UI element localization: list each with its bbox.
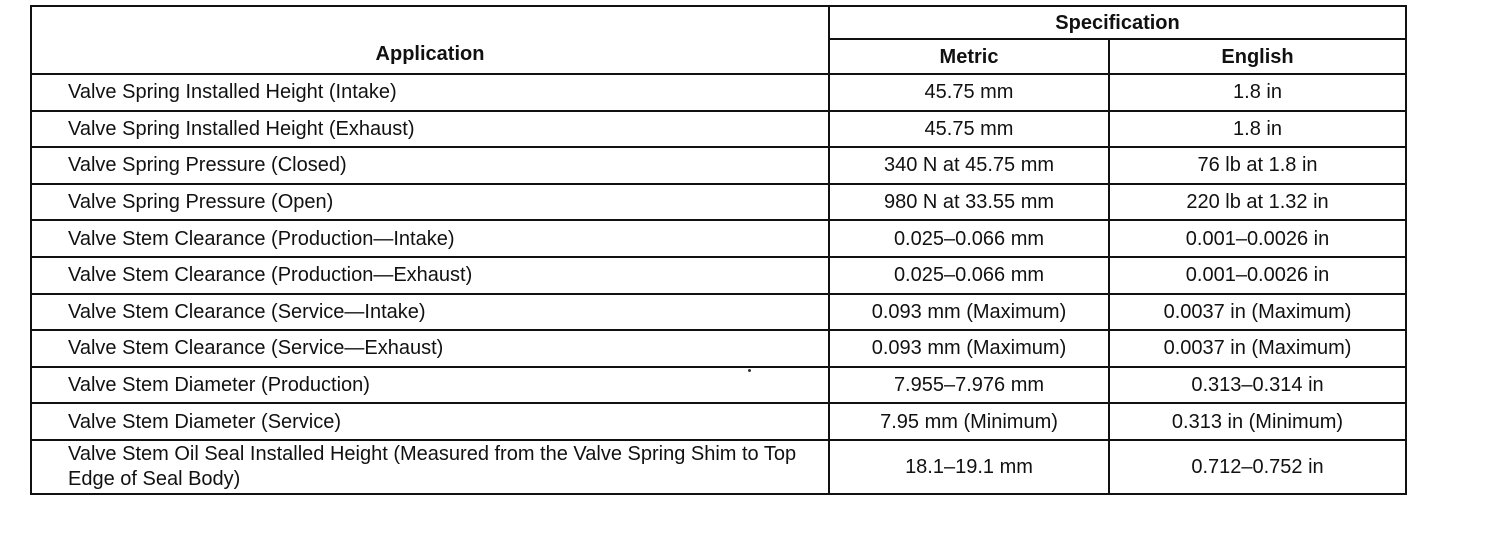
application-cell: Valve Spring Installed Height (Exhaust) — [31, 111, 829, 148]
table-row — [31, 257, 1406, 294]
application-cell: Valve Stem Diameter (Service) — [31, 403, 829, 440]
metric-cell: 980 N at 33.55 mm — [829, 184, 1109, 221]
application-cell: Valve Stem Diameter (Production) — [31, 367, 829, 404]
table-row — [31, 330, 1406, 367]
english-cell: 0.712–0.752 in — [1109, 440, 1406, 494]
english-cell: 0.0037 in (Maximum) — [1109, 294, 1406, 331]
metric-cell: 45.75 mm — [829, 74, 1109, 111]
metric-cell: 45.75 mm — [829, 111, 1109, 148]
english-cell: 0.313–0.314 in — [1109, 367, 1406, 404]
metric-cell: 0.093 mm (Maximum) — [829, 330, 1109, 367]
specification-table — [30, 5, 1407, 495]
english-cell: 220 lb at 1.32 in — [1109, 184, 1406, 221]
english-cell: 76 lb at 1.8 in — [1109, 147, 1406, 184]
metric-cell: 7.95 mm (Minimum) — [829, 403, 1109, 440]
table-row — [31, 220, 1406, 257]
column-header-english: English — [1109, 39, 1406, 74]
application-cell: Valve Stem Clearance (Production—Exhaust) — [31, 257, 829, 294]
application-cell: Valve Spring Installed Height (Intake) — [31, 74, 829, 111]
english-cell: 0.0037 in (Maximum) — [1109, 330, 1406, 367]
application-cell: Valve Stem Oil Seal Installed Height (Measured from the Valve Spring Shim to Top Edge of Seal Body) — [31, 440, 829, 494]
metric-cell: 0.025–0.066 mm — [829, 257, 1109, 294]
application-cell: Valve Spring Pressure (Closed) — [31, 147, 829, 184]
english-cell: 0.001–0.0026 in — [1109, 257, 1406, 294]
scan-speck — [748, 369, 751, 372]
english-cell: 1.8 in — [1109, 111, 1406, 148]
english-cell: 0.001–0.0026 in — [1109, 220, 1406, 257]
header-row-top — [31, 6, 1406, 39]
table-row — [31, 403, 1406, 440]
application-cell: Valve Stem Clearance (Service—Intake) — [31, 294, 829, 331]
metric-cell: 0.093 mm (Maximum) — [829, 294, 1109, 331]
metric-cell: 0.025–0.066 mm — [829, 220, 1109, 257]
application-cell: Valve Stem Clearance (Production—Intake) — [31, 220, 829, 257]
metric-cell: 7.955–7.976 mm — [829, 367, 1109, 404]
table-row — [31, 367, 1406, 404]
column-header-specification: Specification — [829, 6, 1406, 39]
english-cell: 1.8 in — [1109, 74, 1406, 111]
table-row — [31, 111, 1406, 148]
english-cell: 0.313 in (Minimum) — [1109, 403, 1406, 440]
column-header-metric: Metric — [829, 39, 1109, 74]
application-cell: Valve Stem Clearance (Service—Exhaust) — [31, 330, 829, 367]
metric-cell: 18.1–19.1 mm — [829, 440, 1109, 494]
table-row — [31, 184, 1406, 221]
table-row — [31, 294, 1406, 331]
column-header-application: Application — [31, 6, 829, 74]
application-cell: Valve Spring Pressure (Open) — [31, 184, 829, 221]
table-row — [31, 74, 1406, 111]
table-row — [31, 147, 1406, 184]
table-row — [31, 440, 1406, 494]
metric-cell: 340 N at 45.75 mm — [829, 147, 1109, 184]
